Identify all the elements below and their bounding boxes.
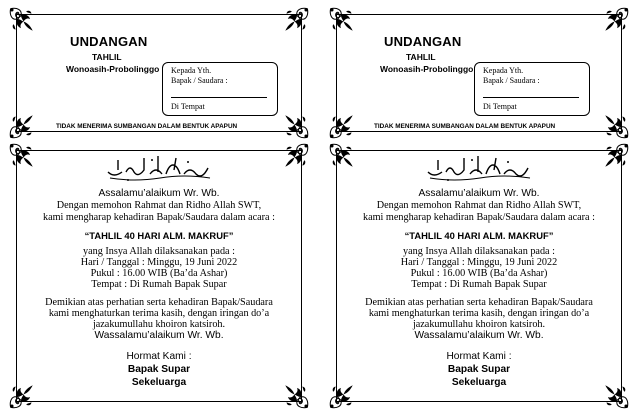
detail-intro: yang Insya Allah dilaksanakan pada : xyxy=(83,246,235,257)
basmalah-calligraphy-icon xyxy=(104,152,214,184)
cover-title: UNDANGAN xyxy=(70,34,148,49)
closing-line-3: jazakumullahu khoiron katsiroh. xyxy=(412,319,546,330)
address-name: Bapak / Saudara : xyxy=(171,76,228,85)
ornament-icon xyxy=(8,6,34,32)
address-line xyxy=(483,97,579,98)
ornament-icon xyxy=(8,114,34,140)
address-to: Kepada Yth. xyxy=(171,66,212,75)
farewell: Wassalamu’alaikum Wr. Wb. xyxy=(414,330,544,341)
address-box xyxy=(474,62,590,116)
cover-location: Wonoasih-Probolinggo xyxy=(66,64,160,74)
greeting: Assalamu’alaikum Wr. Wb. xyxy=(98,188,220,199)
event-title: “TAHLIL 40 HARI ALM. MAKRUF” xyxy=(404,230,554,241)
detail-intro: yang Insya Allah dilaksanakan pada : xyxy=(403,246,555,257)
closing-line-3: jazakumullahu khoiron katsiroh. xyxy=(92,319,226,330)
ornament-icon xyxy=(284,142,310,168)
cover-event: TAHLIL xyxy=(92,52,122,62)
ornament-icon xyxy=(328,114,354,140)
detail-place: Tempat : Di Rumah Bapak Supar xyxy=(411,279,547,290)
cover-event: TAHLIL xyxy=(406,52,436,62)
host-name: Bapak Supar xyxy=(447,364,511,375)
ornament-icon xyxy=(284,114,310,140)
host-name: Bapak Supar xyxy=(127,364,191,375)
closing-line-1: Demikian atas perhatian serta kehadiran Bapak/Saudara xyxy=(45,297,273,308)
ornament-icon xyxy=(604,114,630,140)
intro-line-2: kami mengharap kehadiran Bapak/Saudara dalam acara : xyxy=(43,212,275,223)
ornament-icon xyxy=(604,6,630,32)
ornament-icon xyxy=(604,142,630,168)
cover-notice: TIDAK MENERIMA SUMBANGAN DALAM BENTUK APAPUN xyxy=(56,123,238,130)
cover-title: UNDANGAN xyxy=(384,34,462,49)
invitation-card-right xyxy=(328,6,630,410)
closing-line-2: kami menghaturkan terima kasih, dengan iringan do’a xyxy=(48,308,270,319)
ornament-icon xyxy=(328,142,354,168)
intro-line-2: kami mengharap kehadiran Bapak/Saudara dalam acara : xyxy=(363,212,595,223)
detail-date: Hari / Tanggal : Minggu, 19 Juni 2022 xyxy=(400,257,558,268)
detail-time: Pukul : 16.00 WIB (Ba’da Ashar) xyxy=(90,268,228,279)
cover-notice: TIDAK MENERIMA SUMBANGAN DALAM BENTUK APAPUN xyxy=(374,123,556,130)
host-family: Sekeluarga xyxy=(131,377,187,388)
event-title: “TAHLIL 40 HARI ALM. MAKRUF” xyxy=(84,230,234,241)
ornament-icon xyxy=(328,6,354,32)
intro-line-1: Dengan memohon Rahmat dan Ridho Allah SWT, xyxy=(376,200,582,211)
invitation-card-left xyxy=(8,6,310,410)
address-name: Bapak / Saudara : xyxy=(483,76,540,85)
regards: Hormat Kami : xyxy=(446,351,512,362)
address-line xyxy=(171,97,267,98)
farewell: Wassalamu’alaikum Wr. Wb. xyxy=(94,330,224,341)
detail-date: Hari / Tanggal : Minggu, 19 Juni 2022 xyxy=(80,257,238,268)
detail-place: Tempat : Di Rumah Bapak Supar xyxy=(91,279,227,290)
ornament-icon xyxy=(284,6,310,32)
cover-location: Wonoasih-Probolinggo xyxy=(380,64,474,74)
host-family: Sekeluarga xyxy=(451,377,507,388)
address-place: Di Tempat xyxy=(171,102,205,111)
ornament-icon xyxy=(8,142,34,168)
address-box xyxy=(162,62,278,116)
address-place: Di Tempat xyxy=(483,102,517,111)
intro-line-1: Dengan memohon Rahmat dan Ridho Allah SWT, xyxy=(56,200,262,211)
greeting: Assalamu’alaikum Wr. Wb. xyxy=(418,188,540,199)
basmalah-calligraphy-icon xyxy=(424,152,534,184)
closing-line-2: kami menghaturkan terima kasih, dengan iringan do’a xyxy=(368,308,590,319)
closing-line-1: Demikian atas perhatian serta kehadiran Bapak/Saudara xyxy=(365,297,593,308)
regards: Hormat Kami : xyxy=(126,351,192,362)
address-to: Kepada Yth. xyxy=(483,66,524,75)
detail-time: Pukul : 16.00 WIB (Ba’da Ashar) xyxy=(410,268,548,279)
